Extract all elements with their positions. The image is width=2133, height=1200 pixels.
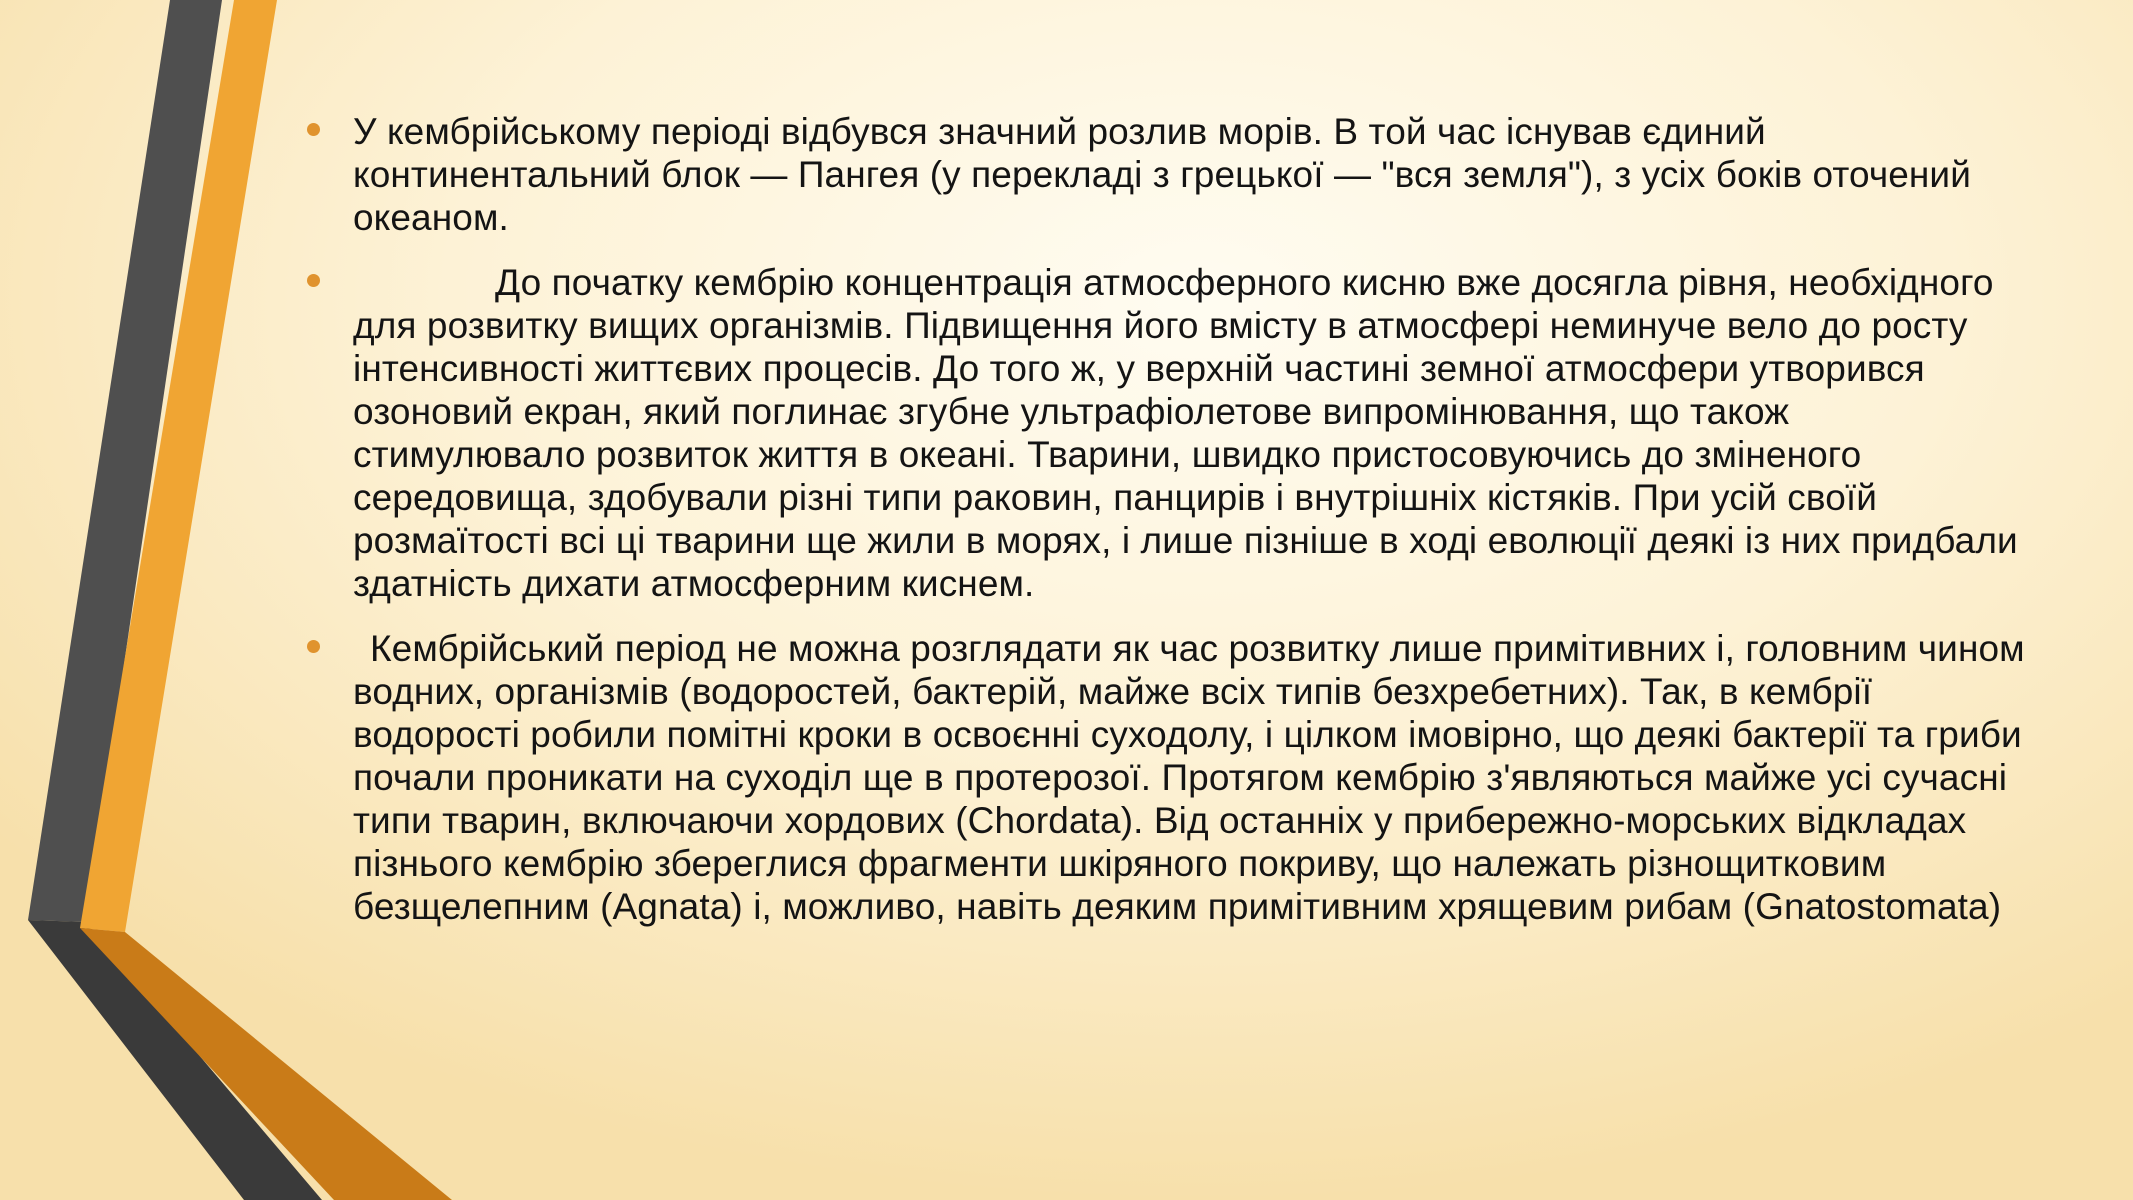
bullet-dot — [307, 640, 320, 653]
bullet-text: У кембрійському періоді відбувся значний розлив морів. В той час існував єдиний континентальний блок — Пангея (у перекладі з грецької — "вся земля"), з усіх боків оточений океаном. — [353, 111, 1971, 238]
bullet-text: До початку кембрію концентрація атмосферного кисню вже досягла рівня, необхідного для розвитку вищих організмів. Підвищення його вмісту в атмосфері неминуче вело до росту інтенсивності життєвих процесів. До того ж, у верхній частині земної атмосфери утворився озоновий екран, який поглинає згубне ультрафіолетове випромінювання, що також стимулювало розвиток життя в океані. Тварини, швидко пристосовуючись до зміненого середовища, здобували різні типи раковин, панцирів і внутрішніх кістяків. При усій своїй розмаїтості всі ці тварини ще жили в морях, і лише пізніше в ході еволюції деякі із них придбали здатність дихати атмосферним киснем. — [353, 262, 2018, 604]
bullet-item-1 — [305, 110, 2025, 239]
bullet-dot — [307, 274, 320, 287]
bullet-item-2 — [305, 261, 2025, 605]
bullet-text: Кембрійський період не можна розглядати як час розвитку лише примітивних і, головним чином водних, організмів (водоростей, бактерій, майже всіх типів безхребетних). Так, в кембрії водорості робили помітні кроки в освоєнні суходолу, і цілком імовірно, що деякі бактерії та гриби почали проникати на суходіл ще в протерозої. Протягом кембрію з'являються майже усі сучасні типи тварин, включаючи хордових (Chordata). Від останніх у прибережно-морських відкладах пізнього кембрію збереглися фрагменти шкіряного покриву, що належать різнощитковим безщелепним (Agnata) і, можливо, навіть деяким примітивним хрящевим рибам (Gnatostomata) — [353, 628, 2025, 927]
bullet-dot — [307, 123, 320, 136]
bullet-item-3 — [305, 627, 2025, 928]
slide-content — [305, 110, 2025, 950]
